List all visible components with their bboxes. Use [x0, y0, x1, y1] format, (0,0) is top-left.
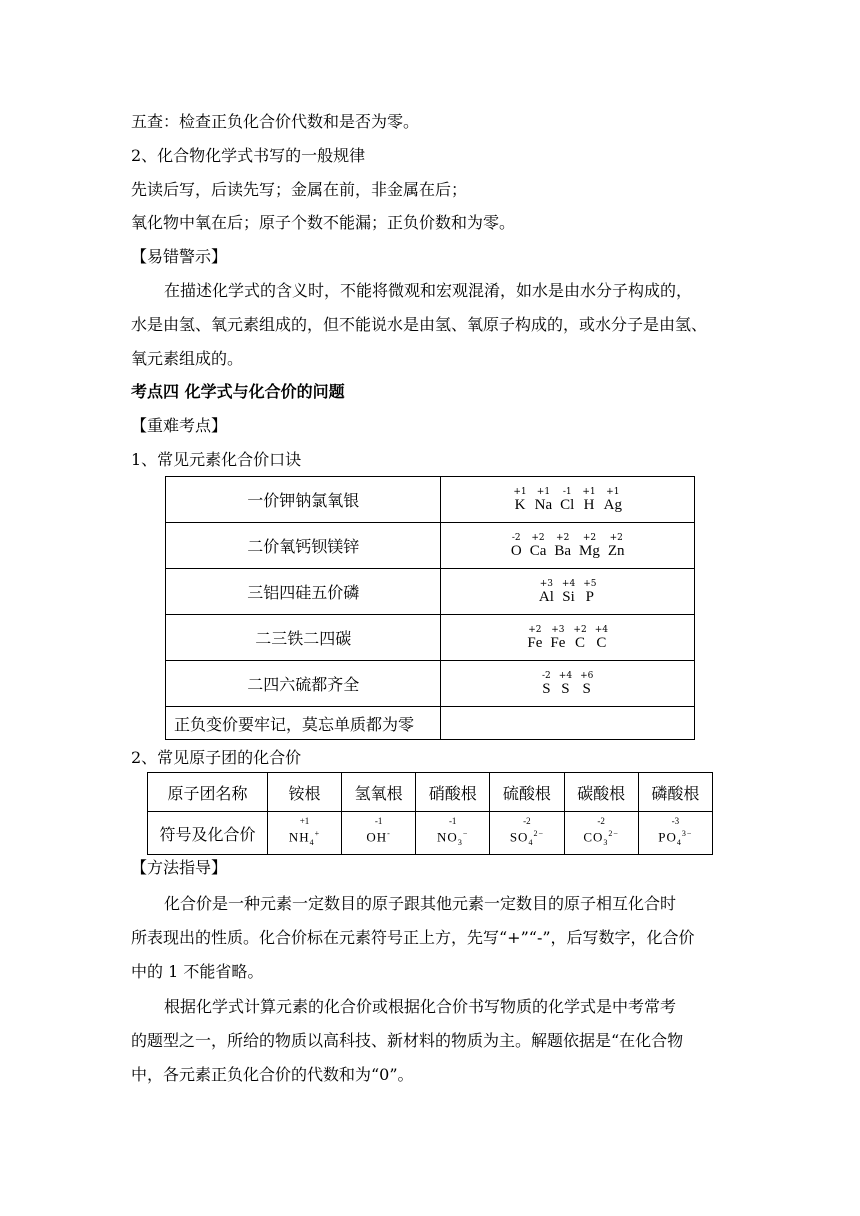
table-row: [166, 569, 695, 615]
element-symbol: P: [585, 588, 594, 605]
text-line: 在描述化学式的含义时，不能将微观和宏观混淆，如水是由水分子构成的，: [164, 281, 693, 300]
table-row: [166, 707, 695, 740]
header-cell: 氢氧根: [342, 773, 416, 812]
ion-cell: [267, 812, 341, 855]
ion-formula: [437, 816, 468, 851]
text-line: 所表现出的性质。化合价标在元素符号正上方，先写“+”“-”，后写数字，化合价: [131, 928, 695, 947]
valence-number: +2: [528, 624, 542, 635]
section-heading: 考点四 化学式与化合价的问题: [131, 382, 345, 401]
element-symbol: Al: [538, 588, 554, 605]
ion-subscript: 4: [528, 837, 534, 847]
ion-charge: 2−: [608, 828, 619, 838]
element-symbol: H: [583, 496, 595, 513]
valence-number: +6: [580, 670, 594, 681]
element-symbol: Mg: [579, 542, 600, 559]
element-valence: [554, 533, 571, 559]
element-valence: [562, 579, 575, 605]
element-valence: [573, 625, 586, 651]
text-line: 2、化合物化学式书写的一般规律: [131, 146, 366, 165]
element-symbol: Cl: [560, 496, 575, 513]
ion-subscript: 3: [603, 837, 609, 847]
ion-cell: [638, 812, 712, 855]
element-symbol: C: [596, 634, 607, 651]
header-cell: 硝酸根: [416, 773, 490, 812]
table-row: [166, 523, 695, 569]
table-row: [166, 615, 695, 661]
text-line: 水是由氢、氧元素组成的，但不能说水是由氢、氧原子构成的，或水分子是由氢、: [131, 315, 708, 334]
header-cell: 磷酸根: [638, 773, 712, 812]
element-valence: [527, 625, 542, 651]
ion-subscript: 4: [309, 837, 315, 847]
element-symbol: Fe: [550, 634, 566, 651]
valence-number: +1: [513, 486, 527, 497]
valence-number: +4: [561, 578, 576, 589]
ion-cell: [490, 812, 564, 855]
valence-number: +4: [558, 670, 573, 681]
ion-cell: [416, 812, 490, 855]
valence-number: -2: [523, 815, 531, 826]
element-valence: [539, 579, 554, 605]
element-valence: [580, 671, 593, 697]
rhyme-cell: 二四六硫都齐全: [166, 661, 441, 707]
valence-number: +3: [551, 624, 565, 635]
ion-base: CO: [583, 828, 604, 844]
ion-base: OH: [366, 828, 388, 844]
element-valence: [542, 671, 551, 697]
element-symbol: C: [575, 634, 586, 651]
ion-formula: [510, 816, 544, 851]
element-valence-cell: [441, 661, 695, 707]
element-valence: [582, 487, 595, 513]
ion-subscript: 3: [457, 837, 463, 847]
valence-number: +2: [531, 532, 545, 543]
ion-charge: 3−: [681, 828, 693, 838]
text-line: 中，各元素正负化合价的代数和为“0”。: [131, 1065, 414, 1084]
element-symbol: S: [542, 680, 551, 697]
ion-formula: [289, 816, 320, 851]
section-label: 【方法指导】: [131, 858, 228, 877]
ion-base: NH: [288, 828, 310, 844]
valence-number: +5: [583, 578, 597, 589]
rhyme-cell: 二三铁二四碳: [166, 615, 441, 661]
element-symbol: Ca: [529, 542, 547, 559]
rhyme-cell: 三铝四硅五价磷: [166, 569, 441, 615]
element-valence-cell: [441, 477, 695, 523]
element-symbol: Si: [562, 588, 575, 605]
element-valence: [511, 533, 522, 559]
header-cell: 铵根: [267, 773, 341, 812]
valence-number: -3: [671, 815, 680, 826]
element-symbol: Na: [534, 496, 553, 513]
ion-base: NO: [437, 828, 458, 844]
header-cell: 硫酸根: [490, 773, 564, 812]
element-symbol: Zn: [607, 542, 625, 559]
table-row: [166, 661, 695, 707]
element-valence: [583, 579, 596, 605]
rhyme-cell: 正负变价要牢记，莫忘单质都为零: [166, 707, 441, 740]
header-cell: 原子团名称: [148, 773, 268, 812]
element-valence: [560, 487, 574, 513]
valence-number: +1: [606, 486, 620, 497]
valence-rhyme-table: [165, 476, 695, 740]
element-valence: [608, 533, 625, 559]
valence-number: -2: [511, 532, 521, 543]
ion-base: SO: [509, 828, 529, 844]
element-valence-cell: [441, 569, 695, 615]
ion-formula: [658, 816, 692, 851]
ion-subscript: 4: [676, 837, 682, 847]
valence-number: +3: [539, 578, 554, 589]
element-valence: [559, 671, 572, 697]
ion-cell: [564, 812, 638, 855]
ion-cell: [342, 812, 416, 855]
element-symbol: Ag: [603, 496, 622, 513]
element-valence: [550, 625, 565, 651]
radical-valence-table: [147, 772, 713, 855]
valence-number: +2: [556, 532, 570, 543]
element-symbol: S: [561, 680, 570, 697]
valence-number: +2: [609, 532, 623, 543]
valence-number: +2: [573, 624, 587, 635]
section-label: 【易错警示】: [131, 247, 228, 266]
element-valence: [535, 487, 553, 513]
element-valence: [595, 625, 608, 651]
text-line: 先读后写，后读先写；金属在前，非金属在后；: [131, 180, 468, 199]
element-symbol: O: [510, 542, 522, 559]
valence-number: +1: [299, 815, 310, 826]
element-symbol: Fe: [527, 634, 543, 651]
text-line: 根据化学式计算元素的化合价或根据化合价书写物质的化学式是中考常考: [164, 997, 677, 1016]
element-valence: [513, 487, 526, 513]
valence-number: +1: [536, 486, 551, 497]
ion-charge: 2−: [533, 828, 544, 838]
element-valence-cell: [441, 523, 695, 569]
valence-number: +1: [582, 486, 596, 497]
header-cell: 碳酸根: [564, 773, 638, 812]
valence-number: -2: [542, 670, 551, 681]
text-line: 化合价是一种元素一定数目的原子跟其他元素一定数目的原子相互化合时: [164, 894, 677, 913]
valence-number: -1: [448, 815, 457, 826]
element-valence: [604, 487, 622, 513]
rhyme-cell: 一价钾钠氯氧银: [166, 477, 441, 523]
ion-formula: [583, 816, 619, 851]
element-valence: [530, 533, 547, 559]
element-symbol: Ba: [554, 542, 572, 559]
text-line: 的题型之一，所给的物质以高科技、新材料的物质为主。解题依据是“在化合物: [131, 1031, 684, 1050]
valence-number: -1: [562, 486, 572, 497]
valence-number: +4: [594, 624, 608, 635]
element-valence-cell: [441, 615, 695, 661]
table-row: [148, 812, 713, 855]
text-line: 中的 1 不能省略。: [131, 962, 264, 981]
ion-base: PO: [658, 828, 677, 844]
row-label-cell: 符号及化合价: [148, 812, 268, 855]
table-row: [166, 477, 695, 523]
element-symbol: S: [582, 680, 591, 697]
text-line: 氧化物中氧在后；原子个数不能漏；正负价数和为零。: [131, 213, 516, 232]
text-line: 1、常见元素化合价口诀: [131, 450, 302, 469]
empty-cell: [441, 707, 695, 740]
element-symbol: K: [514, 496, 526, 513]
ion-formula: [366, 816, 390, 851]
text-line: 五查：检查正负化合价代数和是否为零。: [131, 112, 420, 131]
element-valence: [579, 533, 600, 559]
valence-number: -2: [597, 815, 605, 826]
ion-charge: +: [314, 828, 321, 838]
text-line: 氧元素组成的。: [131, 349, 244, 368]
ion-charge: −: [462, 828, 469, 838]
valence-number: -1: [374, 815, 383, 826]
valence-number: +2: [582, 532, 597, 543]
rhyme-cell: 二价氧钙钡镁锌: [166, 523, 441, 569]
text-line: 2、常见原子团的化合价: [131, 748, 302, 767]
section-label: 【重难考点】: [131, 416, 228, 435]
ion-charge: -: [387, 828, 391, 838]
table-header-row: [148, 773, 713, 812]
